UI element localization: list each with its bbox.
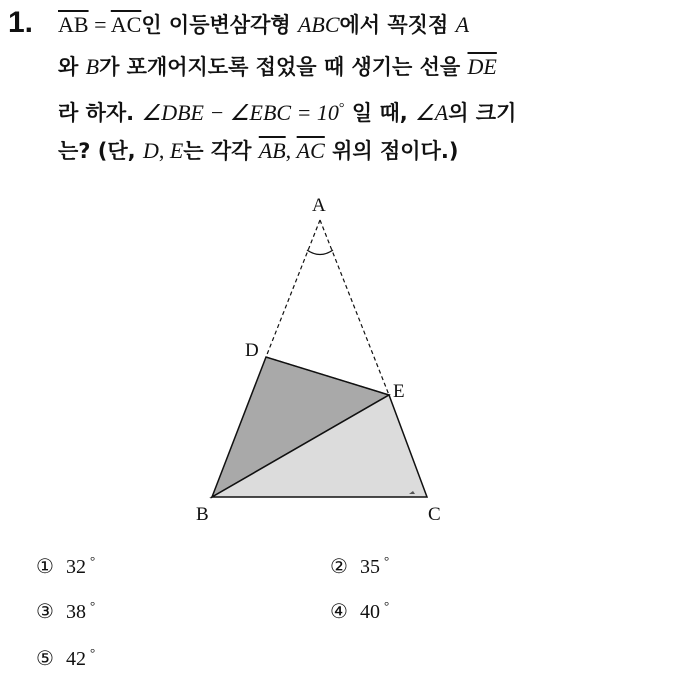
question-text: 인 이등변삼각형: [141, 13, 298, 37]
segment-ab: $\overline{AB}$: [258, 138, 286, 163]
degree-sign: °: [89, 553, 96, 568]
segment-ab: $\overline{AB}$: [58, 12, 89, 37]
choice-value: 40: [359, 601, 380, 623]
choice-1[interactable]: [36, 553, 95, 579]
degree-sign: °: [338, 101, 345, 116]
choice-value: 42: [65, 648, 86, 670]
question-number: 1.: [8, 6, 34, 39]
question-text: 위의 점이다.): [324, 139, 459, 163]
choice-value: 38: [65, 601, 86, 623]
label-e: E: [393, 381, 405, 402]
segment-de: $\overline{DE}$: [467, 54, 497, 79]
question-text: 는 각각: [183, 139, 259, 163]
point-d: D: [142, 138, 159, 163]
segment-ac: $\overline{AC}$: [296, 138, 325, 163]
vertex-a: A: [455, 12, 470, 37]
degree-sign: °: [89, 645, 96, 660]
choice-value: 35: [359, 556, 380, 578]
dashed-segment-ad: [266, 220, 320, 357]
choice-marker: ②: [330, 556, 348, 578]
question-text: 와: [58, 55, 86, 79]
label-b: B: [196, 504, 209, 525]
segment-ac: $\overline{AC}$: [110, 12, 142, 37]
choice-5[interactable]: [36, 645, 95, 671]
label-a: A: [312, 195, 326, 216]
choice-4[interactable]: [330, 598, 389, 624]
choice-marker: ③: [36, 601, 54, 623]
equals-sign: =: [88, 12, 111, 37]
point-e: E: [169, 138, 184, 163]
question-text: 일 때,: [344, 101, 416, 125]
choice-3[interactable]: [36, 598, 95, 624]
question-text: 가 포개어지도록 접었을 때 생기는 선을: [99, 55, 468, 79]
dashed-segment-ae: [320, 220, 389, 395]
label-c: C: [428, 504, 441, 525]
angle-a-arc: [307, 250, 333, 255]
angle-expression: ∠DBE − ∠EBC = 10: [141, 100, 339, 125]
question-text: 의 크기: [448, 101, 517, 125]
choice-value: 32: [65, 556, 86, 578]
degree-sign: °: [383, 553, 390, 568]
triangle-name: ABC: [297, 12, 340, 37]
degree-sign: °: [89, 598, 96, 613]
choice-marker: ④: [330, 601, 348, 623]
degree-sign: °: [383, 598, 390, 613]
question-text: 라 하자.: [58, 101, 142, 125]
question-text: 에서 꼭짓점: [339, 13, 456, 37]
label-d: D: [245, 340, 259, 361]
comma: ,: [158, 138, 170, 163]
angle-a: ∠A: [415, 100, 449, 125]
choice-marker: ①: [36, 556, 54, 578]
choice-marker: ⑤: [36, 648, 54, 670]
vertex-b: B: [85, 54, 100, 79]
choice-2[interactable]: [330, 553, 389, 579]
question-text: 는? (단,: [58, 139, 143, 163]
comma: ,: [285, 138, 297, 163]
